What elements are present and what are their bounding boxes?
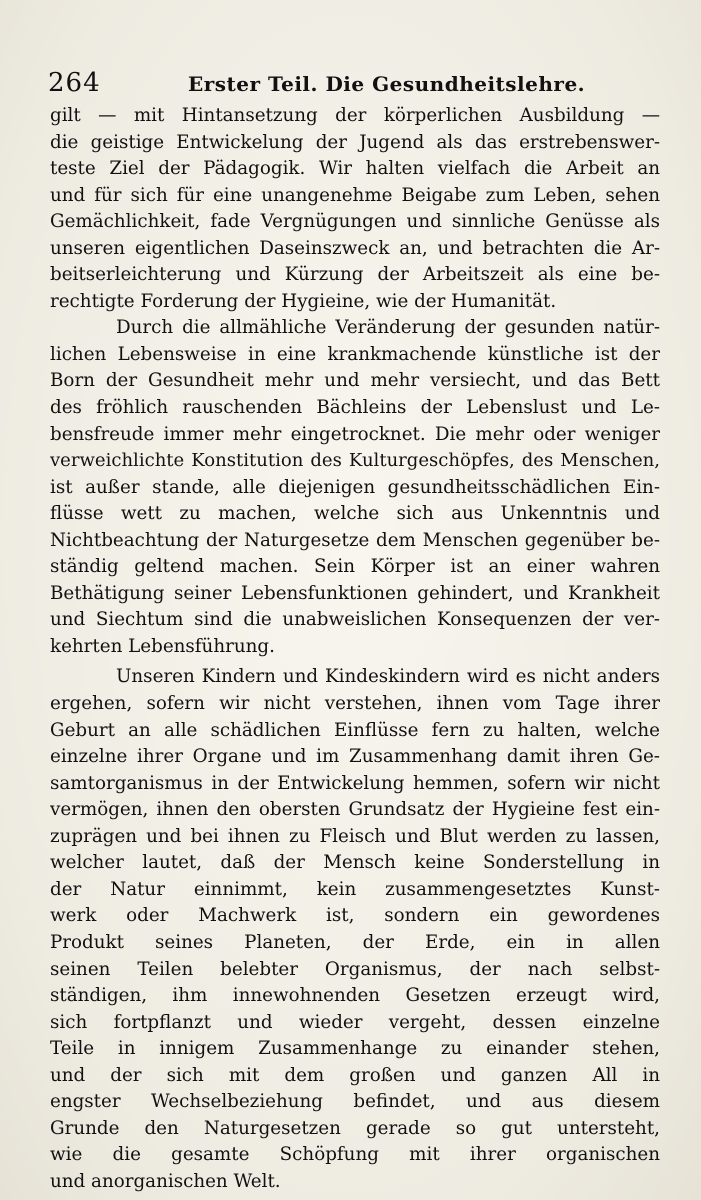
text-line: Durch die allmähliche Veränderung der gesunden natür- bbox=[116, 317, 660, 339]
text-line: vermögen, ihnen den obersten Grundsatz der Hygieine fest ein- bbox=[50, 799, 660, 821]
text-line: und für sich für eine unangenehme Beigabe zum Leben, sehen bbox=[50, 184, 660, 206]
text-line: lichen Lebensweise in eine krankmachende künstliche ist der bbox=[50, 343, 660, 365]
text-line: kehrten Lebensführung. bbox=[50, 635, 275, 657]
text-line: teste Ziel der Pädagogik. Wir halten vielfach die Arbeit an bbox=[50, 158, 660, 180]
text-line: ständigen, ihm innewohnenden Gesetzen erzeugt wird, bbox=[50, 985, 660, 1007]
text-line: Nichtbeachtung der Naturgesetze dem Menschen gegenüber be- bbox=[50, 529, 660, 551]
text-line: zuprägen und bei ihnen zu Fleisch und Blut werden zu lassen, bbox=[50, 825, 660, 847]
text-line: Unseren Kindern und Kindeskindern wird es nicht anders bbox=[116, 666, 660, 688]
text-line: engster Wechselbeziehung befindet, und aus diesem bbox=[50, 1091, 660, 1113]
text-line: der Natur einnimmt, kein zusammengesetztes Kunst- bbox=[50, 878, 660, 900]
text-line: einzelne ihrer Organe und im Zusammenhang damit ihren Ge- bbox=[50, 746, 660, 768]
text-line: des fröhlich rauschenden Bächleins der Lebenslust und Le- bbox=[50, 397, 660, 419]
text-line: Born der Gesundheit mehr und mehr versiecht, und das Bett bbox=[50, 370, 660, 392]
body-text bbox=[50, 103, 660, 1195]
page-number: 264 bbox=[48, 68, 101, 98]
paragraph bbox=[50, 664, 660, 1195]
text-line: Gemächlichkeit, fade Vergnügungen und sinnliche Genüsse als bbox=[50, 211, 660, 233]
paragraph bbox=[50, 103, 660, 315]
text-line: beitserleichterung und Kürzung der Arbeitszeit als eine be- bbox=[50, 264, 660, 286]
text-line: Produkt seines Planeten, der Erde, ein in allen bbox=[50, 931, 660, 953]
text-line: und anorganischen Welt. bbox=[50, 1170, 281, 1192]
text-line: samtorganismus in der Entwickelung hemmen, sofern wir nicht bbox=[50, 772, 660, 794]
text-line: bensfreude immer mehr eingetrocknet. Die mehr oder weniger bbox=[50, 423, 660, 445]
running-head: Erster Teil. Die Gesundheitslehre. bbox=[188, 72, 586, 96]
text-line: flüsse wett zu machen, welche sich aus Unkenntnis und bbox=[50, 503, 660, 525]
text-line: ist außer stande, alle diejenigen gesundheitsschädlichen Ein- bbox=[50, 476, 660, 498]
text-line: unseren eigentlichen Daseinszweck an, und betrachten die Ar- bbox=[50, 237, 660, 259]
text-line: und Siechtum sind die unabweislichen Konsequenzen der ver- bbox=[50, 609, 660, 631]
text-line: Geburt an alle schädlichen Einflüsse fern zu halten, welche bbox=[50, 719, 660, 741]
text-line: Grunde den Naturgesetzen gerade so gut untersteht, bbox=[50, 1117, 660, 1139]
text-line: und der sich mit dem großen und ganzen All in bbox=[50, 1064, 660, 1086]
text-line: wie die gesamte Schöpfung mit ihrer organischen bbox=[50, 1144, 660, 1166]
text-line: gilt — mit Hintansetzung der körperlichen Ausbildung — bbox=[50, 105, 660, 126]
text-line: seinen Teilen belebter Organismus, der nach selbst- bbox=[50, 958, 660, 980]
text-line: die geistige Entwickelung der Jugend als das erstrebenswer- bbox=[50, 131, 660, 153]
text-line: ständig geltend machen. Sein Körper ist an einer wahren bbox=[50, 556, 660, 578]
text-line: verweichlichte Konstitution des Kulturgeschöpfes, des Menschen, bbox=[50, 450, 660, 472]
text-line: Bethätigung seiner Lebensfunktionen gehindert, und Krankheit bbox=[50, 582, 660, 604]
text-line: sich fortpflanzt und wieder vergeht, dessen einzelne bbox=[50, 1011, 660, 1033]
paragraph bbox=[50, 315, 660, 660]
page-header bbox=[48, 68, 658, 104]
text-line: werk oder Machwerk ist, sondern ein gewordenes bbox=[50, 905, 660, 927]
text-line: Teile in innigem Zusammenhange zu einander stehen, bbox=[50, 1038, 660, 1060]
text-line: welcher lautet, daß der Mensch keine Sonderstellung in bbox=[50, 852, 660, 874]
text-line: ergehen, sofern wir nicht verstehen, ihnen vom Tage ihrer bbox=[50, 693, 660, 715]
text-line: rechtigte Forderung der Hygieine, wie der Humanität. bbox=[50, 290, 557, 312]
